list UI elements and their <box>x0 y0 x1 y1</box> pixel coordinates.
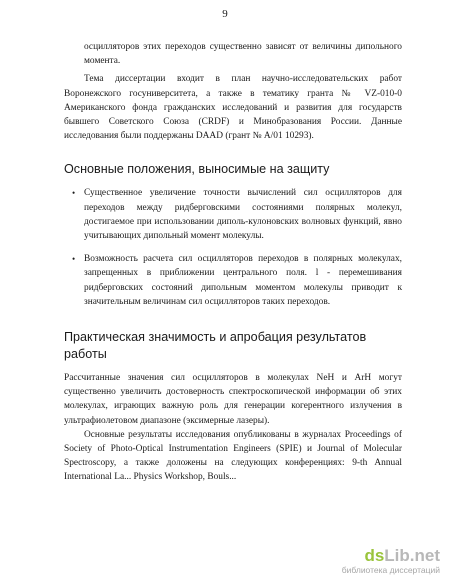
list-item <box>64 186 402 243</box>
paragraph-publications: Основные результаты исследования опубликованы в журналах Proceedings of Society of Photo-Optical Instrumentation Engineers (SPIE) и Journal of Molecular Spectroscopy, а также доложены на следующих конференциях: 9-th Annual International La... Physics Workshop, Bouls... <box>64 429 402 483</box>
watermark-logo: dsLib.net <box>364 546 440 565</box>
bullet-icon: • <box>72 188 76 199</box>
paragraph-continuation: осцилляторов этих переходов существенно зависят от величины дипольного момента. <box>84 42 402 67</box>
watermark-subtitle: библиотека диссертаций <box>341 565 440 575</box>
paragraph-results-value: Рассчитанные значения сил осцилляторов в молекулах NeH и ArH могут существенно увеличить достоверность спектроскопической информации об этих молекулах, играющих важную роль для генерации когерентного излучения в ультрафиолетовом диапазоне (эксимерные лазеры). <box>64 373 402 426</box>
list-item-text: Возможность расчета сил осцилляторов переходов в полярных молекулах, запрещенных в приближении центрального поля. l - перемешивания ридберговских состояний дипольным моментом молекулы приводит к значительным величинам сил осцилляторов таких переходов. <box>84 254 402 307</box>
list-item <box>64 252 402 309</box>
defense-points-list <box>64 186 402 309</box>
page-body <box>64 40 402 485</box>
bullet-icon: • <box>72 254 76 265</box>
section-heading-defense-points: Основные положения, выносимые на защиту <box>64 162 330 177</box>
watermark <box>342 546 440 575</box>
list-item-text: Существенное увеличение точности вычислений сил осцилляторов для переходов между ридберговскими состояниями полярных молекул, достигаемое при использовании диполь-кулоновских волновых функций, явно учитывающих дипольный момент молекулы. <box>84 188 402 242</box>
paragraph-grant-info: Тема диссертации входит в план научно-исследовательских работ Воронежского госуниверситета, а также в тематику гранта № VZ-010-0 Американского фонда гражданских исследований и развития для государств бывшего Советского Союза (CRDF) и Минобразования России. Данные исследования были поддержаны DAAD (грант № A/01 10293). <box>64 74 402 142</box>
page-number: 9 <box>222 8 228 20</box>
section-heading-practical-significance: Практическая значимость и апробация результатов работы <box>64 330 367 362</box>
